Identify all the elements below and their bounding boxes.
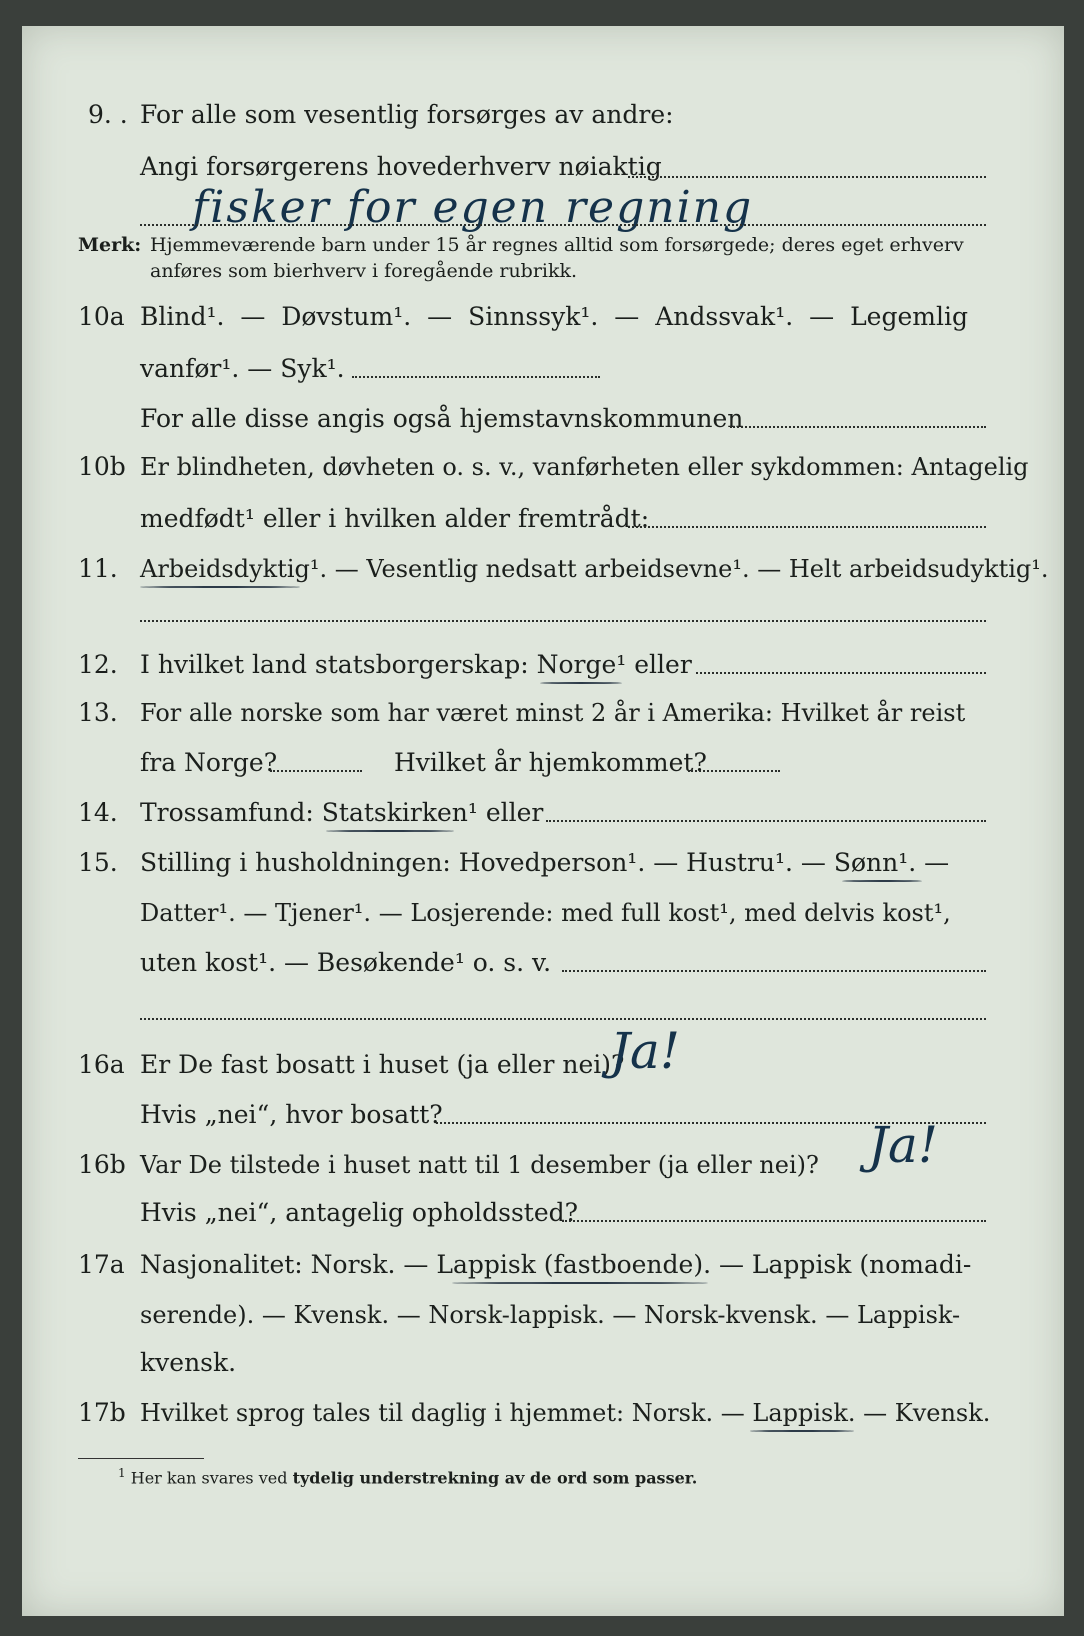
- q17b-line1: Hvilket sprog tales til daglig i hjemmet: Norsk. — Lappisk. — Kvensk.: [140, 1399, 991, 1427]
- q15-extra-line: [140, 1018, 986, 1020]
- footnote: [118, 1466, 697, 1487]
- footnote-text-plain: Her kan svares ved: [130, 1468, 288, 1488]
- q17a-underline-mark: [452, 1282, 708, 1284]
- q16a-number: 16a: [78, 1050, 125, 1079]
- q12-line1: I hvilket land statsborgerskap: Norge¹ eller: [140, 650, 692, 679]
- q17a-line3: kvensk.: [140, 1348, 237, 1377]
- q12-number: 12.: [78, 650, 118, 679]
- q12-underline-mark: [540, 682, 622, 684]
- q16a-line2: Hvis „nei“, hvor bosatt?: [140, 1100, 443, 1129]
- census-form-page: [22, 26, 1064, 1616]
- q10a-line1: Blind¹. — Døvstum¹. — Sinnssyk¹. — Andssvak¹. — Legemlig: [140, 302, 968, 331]
- q17a-number: 17a: [78, 1250, 125, 1279]
- q15-fill-line: [562, 970, 986, 972]
- q9-fill-line: [628, 176, 986, 178]
- q13-reist-line: [270, 770, 362, 772]
- q9-line2: Angi forsørgerens hovederhverv nøiaktig: [140, 152, 662, 181]
- q12-fill-line: [696, 672, 986, 674]
- q16b-line2: Hvis „nei“, antagelig opholdssted?: [140, 1198, 579, 1227]
- q15-line1: Stilling i husholdningen: Hovedperson¹. — Hustru¹. — Sønn¹. —: [140, 848, 950, 877]
- merk-line2: anføres som bierhverv i foregående rubrikk.: [150, 260, 578, 282]
- q11-fill-line: [140, 620, 986, 622]
- q15-line2: Datter¹. — Tjener¹. — Losjerende: med full kost¹, med delvis kost¹,: [140, 899, 951, 927]
- q11-line1: Arbeidsdyktig¹. — Vesentlig nedsatt arbeidsevne¹. — Helt arbeidsudyktig¹.: [140, 555, 1049, 583]
- q9-number: 9. .: [88, 100, 128, 129]
- merk-label: Merk:: [78, 234, 142, 256]
- q10a-kommune-line: [730, 426, 986, 428]
- q11-number: 11.: [78, 554, 118, 583]
- q10a-syk-line: [352, 376, 600, 378]
- q16b-fill-line: [562, 1220, 986, 1222]
- q13-hjemkommet-line: [688, 770, 780, 772]
- q9-answer-line: [140, 224, 986, 226]
- q15-underline-mark: [842, 880, 922, 882]
- q14-number: 14.: [78, 798, 118, 827]
- q10a-line2: vanfør¹. — Syk¹.: [140, 354, 345, 383]
- q14-line1: Trossamfund: Statskirken¹ eller: [140, 798, 544, 827]
- q9-handwritten-answer: fisker for egen regning: [192, 182, 754, 233]
- q16b-handwritten-answer: Ja!: [868, 1116, 938, 1174]
- q16a-line1: Er De fast bosatt i huset (ja eller nei)?: [140, 1050, 625, 1079]
- q11-underline-mark: [140, 586, 300, 588]
- q13-line2a: fra Norge?: [140, 748, 278, 777]
- q10a-number: 10a: [78, 302, 125, 331]
- q13-line2b: Hvilket år hjemkommet?: [394, 748, 707, 777]
- q10b-line2: medfødt¹ eller i hvilken alder fremtrådt:: [140, 504, 650, 533]
- q10b-number: 10b: [78, 452, 126, 481]
- q16b-line1: Var De tilstede i huset natt til 1 desember (ja eller nei)?: [140, 1151, 819, 1179]
- q14-underline-mark: [326, 830, 454, 832]
- q16a-handwritten-answer: Ja!: [610, 1022, 680, 1080]
- q13-number: 13.: [78, 698, 118, 727]
- q15-number: 15.: [78, 848, 118, 877]
- q17b-underline-mark: [750, 1430, 854, 1432]
- footnote-mark: 1: [118, 1466, 126, 1480]
- q13-line1: For alle norske som har været minst 2 år i Amerika: Hvilket år reist: [140, 699, 966, 727]
- footnote-text-bold: tydelig understrekning av de ord som passer.: [292, 1468, 698, 1488]
- q17b-number: 17b: [78, 1398, 126, 1427]
- q10a-line3: For alle disse angis også hjemstavnskommunen: [140, 404, 744, 433]
- q14-fill-line: [546, 820, 986, 822]
- q17a-line2: serende). — Kvensk. — Norsk-lappisk. — Norsk-kvensk. — Lappisk-: [140, 1301, 961, 1329]
- merk-line1: Hjemmeværende barn under 15 år regnes alltid som forsørgede; deres eget erhverv: [150, 234, 964, 256]
- q17a-line1: Nasjonalitet: Norsk. — Lappisk (fastboende). — Lappisk (nomadi-: [140, 1250, 972, 1279]
- q10b-line1: Er blindheten, døvheten o. s. v., vanførheten eller sykdommen: Antagelig: [140, 453, 1029, 481]
- q9-line1: For alle som vesentlig forsørges av andre:: [140, 100, 674, 129]
- q16b-number: 16b: [78, 1150, 126, 1179]
- q10b-fill-line: [628, 526, 986, 528]
- q15-line3: uten kost¹. — Besøkende¹ o. s. v.: [140, 948, 552, 977]
- footnote-rule: [78, 1458, 204, 1459]
